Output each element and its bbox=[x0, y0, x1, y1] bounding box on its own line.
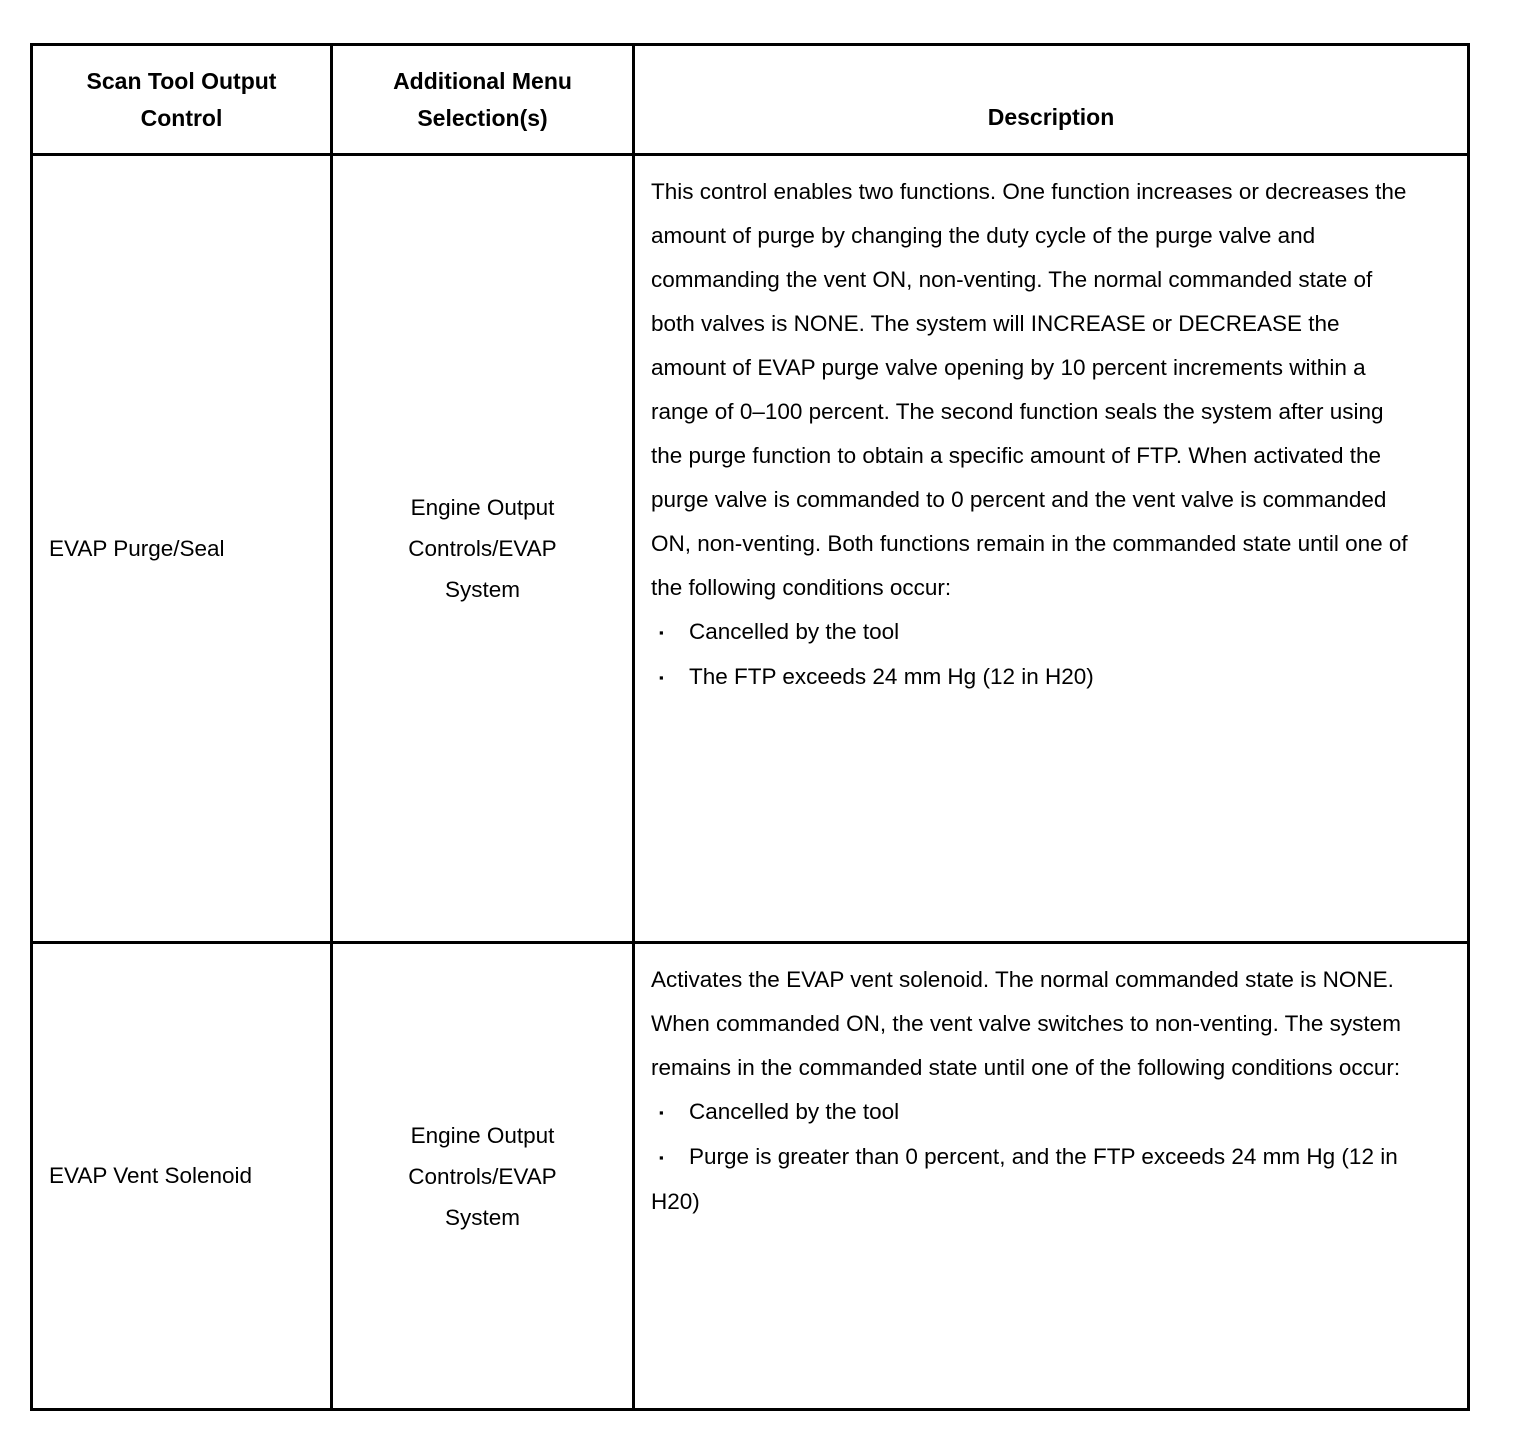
bullet-item bbox=[651, 655, 1415, 700]
header-additional-menu-selections: Additional Menu Selection(s) bbox=[332, 45, 634, 155]
bullet-icon: ▪ bbox=[659, 625, 664, 640]
control-cell bbox=[32, 155, 332, 943]
table-header-row bbox=[32, 45, 1469, 155]
bullet-item bbox=[651, 1090, 1415, 1135]
menu-label: Engine Output Controls/EVAP System bbox=[408, 495, 557, 602]
header-description: Description bbox=[634, 45, 1469, 155]
bullet-icon: ▪ bbox=[659, 1150, 664, 1165]
header-scan-tool-output-control: Scan Tool Output Control bbox=[32, 45, 332, 155]
control-cell bbox=[32, 943, 332, 1410]
menu-cell bbox=[332, 943, 634, 1410]
bullet-text: Cancelled by the tool bbox=[689, 619, 900, 644]
bullet-icon: ▪ bbox=[659, 670, 664, 685]
description-text: This control enables two functions. One function increases or decreases the amount of purge by changing the duty cycle of the purge valve and commanding the vent ON, non-venting. The normal commanded state of both valves is NONE. The system will INCREASE or DECREASE the amount of EVAP purge valve opening by 10 percent increments within a range of 0–100 percent. The second function seals the system after using the purge function to obtain a specific amount of FTP. When activated the purge valve is commanded to 0 percent and the vent valve is commanded ON, non-venting. Both functions remain in the commanded state until one of the following conditions occur: bbox=[651, 179, 1408, 600]
menu-cell bbox=[332, 155, 634, 943]
bullet-text: The FTP exceeds 24 mm Hg (12 in H20) bbox=[689, 664, 1094, 689]
description-cell bbox=[634, 943, 1469, 1410]
scan-tool-output-control-table bbox=[30, 43, 1470, 1411]
menu-label: Engine Output Controls/EVAP System bbox=[408, 1122, 557, 1230]
control-label: EVAP Vent Solenoid bbox=[49, 1163, 253, 1188]
description-cell bbox=[634, 155, 1469, 943]
description-text: Activates the EVAP vent solenoid. The normal commanded state is NONE. When commanded ON, the vent valve switches to non-venting. The system remains in the commanded state until one of the following conditions occur: bbox=[651, 967, 1401, 1080]
bullet-text: Cancelled by the tool bbox=[689, 1099, 900, 1124]
table-row-evap-purge-seal bbox=[32, 155, 1469, 943]
bullet-item bbox=[651, 610, 1415, 655]
control-label: EVAP Purge/Seal bbox=[49, 535, 225, 561]
table-row-evap-vent-solenoid bbox=[32, 943, 1469, 1410]
bullet-item bbox=[651, 1135, 1415, 1224]
bullet-text: Purge is greater than 0 percent, and the FTP exceeds 24 mm Hg (12 in H20) bbox=[651, 1144, 1398, 1214]
bullet-icon: ▪ bbox=[659, 1105, 664, 1120]
